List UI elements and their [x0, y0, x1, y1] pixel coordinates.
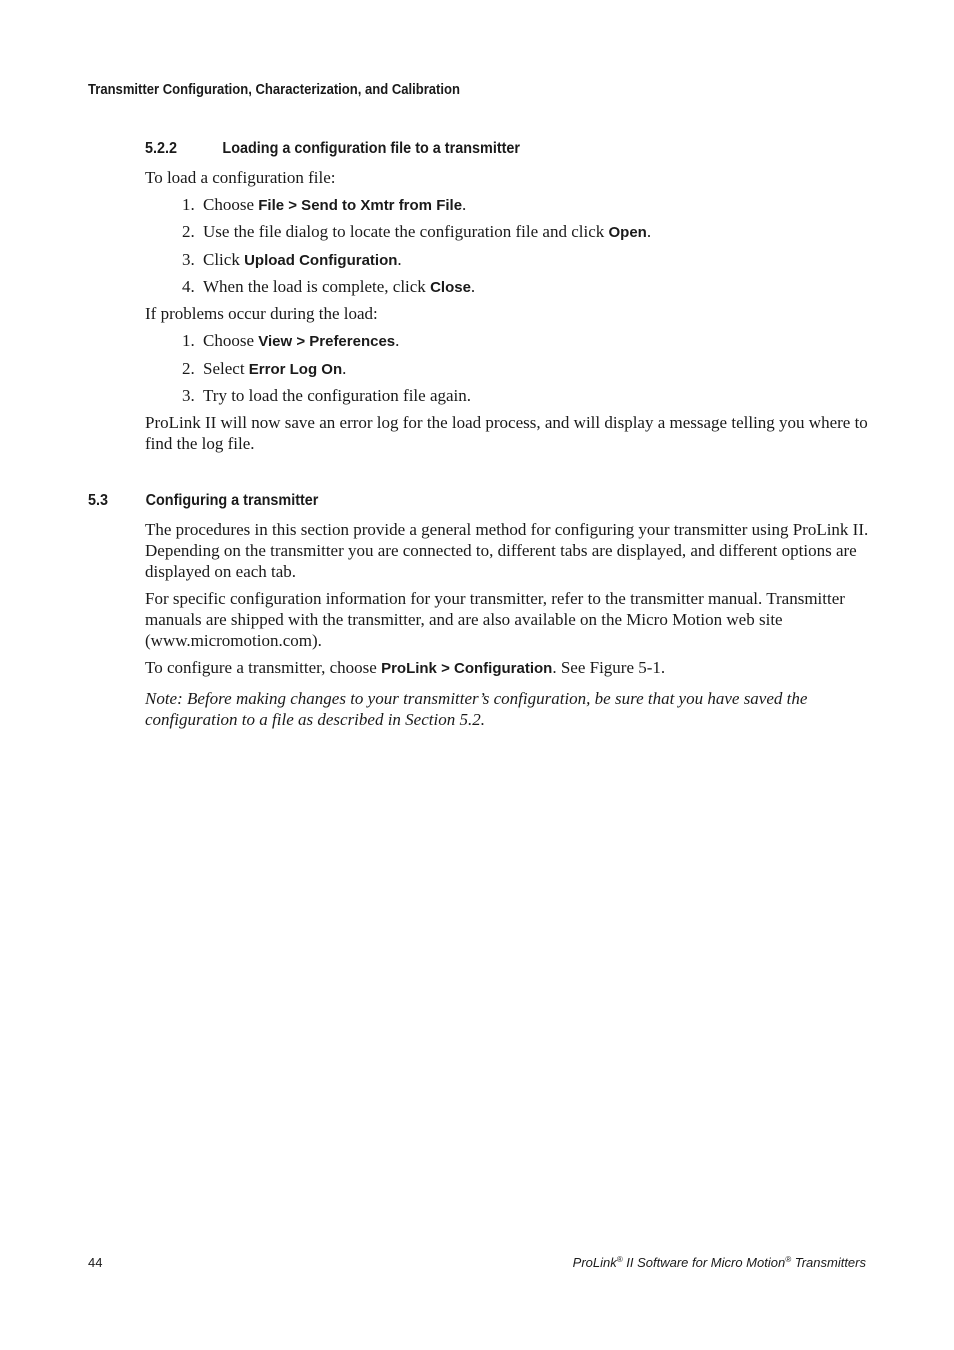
section-number: 5.3: [88, 492, 109, 509]
footer-title: ProLink® II Software for Micro Motion® Transmitters: [572, 1255, 866, 1270]
subsection-title: Loading a configuration file to a transmitter: [222, 140, 521, 157]
menu-path: View > Preferences: [258, 333, 396, 350]
load-step-4: 4. When the load is complete, click Close.: [182, 277, 476, 296]
problem-step-1: 1. Choose View > Preferences.: [182, 331, 400, 350]
note-paragraph: Note: Before making changes to your transmitter’s configuration, be sure that you have saved the configuration to a file as described in Section 5.2.: [145, 689, 808, 729]
running-header: Transmitter Configuration, Characterization, and Calibration: [88, 82, 460, 98]
problems-intro: If problems occur during the load:: [145, 304, 378, 323]
button-name: Open: [608, 224, 647, 241]
page-number: 44: [88, 1255, 103, 1270]
load-step-3: 3. Click Upload Configuration.: [182, 250, 402, 269]
load-step-2: 2. Use the file dialog to locate the configuration file and click Open.: [182, 222, 652, 241]
subsection-heading: [145, 140, 520, 158]
menu-path: ProLink > Configuration: [381, 660, 553, 677]
section-heading: [88, 492, 318, 510]
load-step-1: 1. Choose File > Send to Xmtr from File.: [182, 195, 467, 214]
config-paragraph-2: For specific configuration information for your transmitter, refer to the transmitter manual. Transmitter manuals are shipped with the transmitter, and are also available on the Micro Motion web site (www.micromotion.com).: [145, 589, 845, 650]
section-title: Configuring a transmitter: [145, 492, 319, 509]
problem-step-2: 2. Select Error Log On.: [182, 359, 347, 378]
load-closing-paragraph: ProLink II will now save an error log for the load process, and will display a message telling you where to find the log file.: [145, 413, 868, 453]
config-paragraph-3: To configure a transmitter, choose ProLink > Configuration. See Figure 5-1.: [145, 658, 666, 677]
button-name: Close: [430, 279, 471, 296]
problem-step-3: 3. Try to load the configuration file again.: [182, 386, 472, 405]
option-name: Error Log On: [248, 361, 343, 378]
subsection-number: 5.2.2: [145, 140, 178, 157]
button-name: Upload Configuration: [244, 252, 398, 269]
menu-path: File > Send to Xmtr from File: [258, 197, 463, 214]
load-intro: To load a configuration file:: [145, 168, 336, 187]
config-paragraph-1: The procedures in this section provide a general method for configuring your transmitter using ProLink II. Depending on the transmitter you are connected to, different tabs are displayed, and different options are displayed on each tab.: [145, 520, 869, 581]
